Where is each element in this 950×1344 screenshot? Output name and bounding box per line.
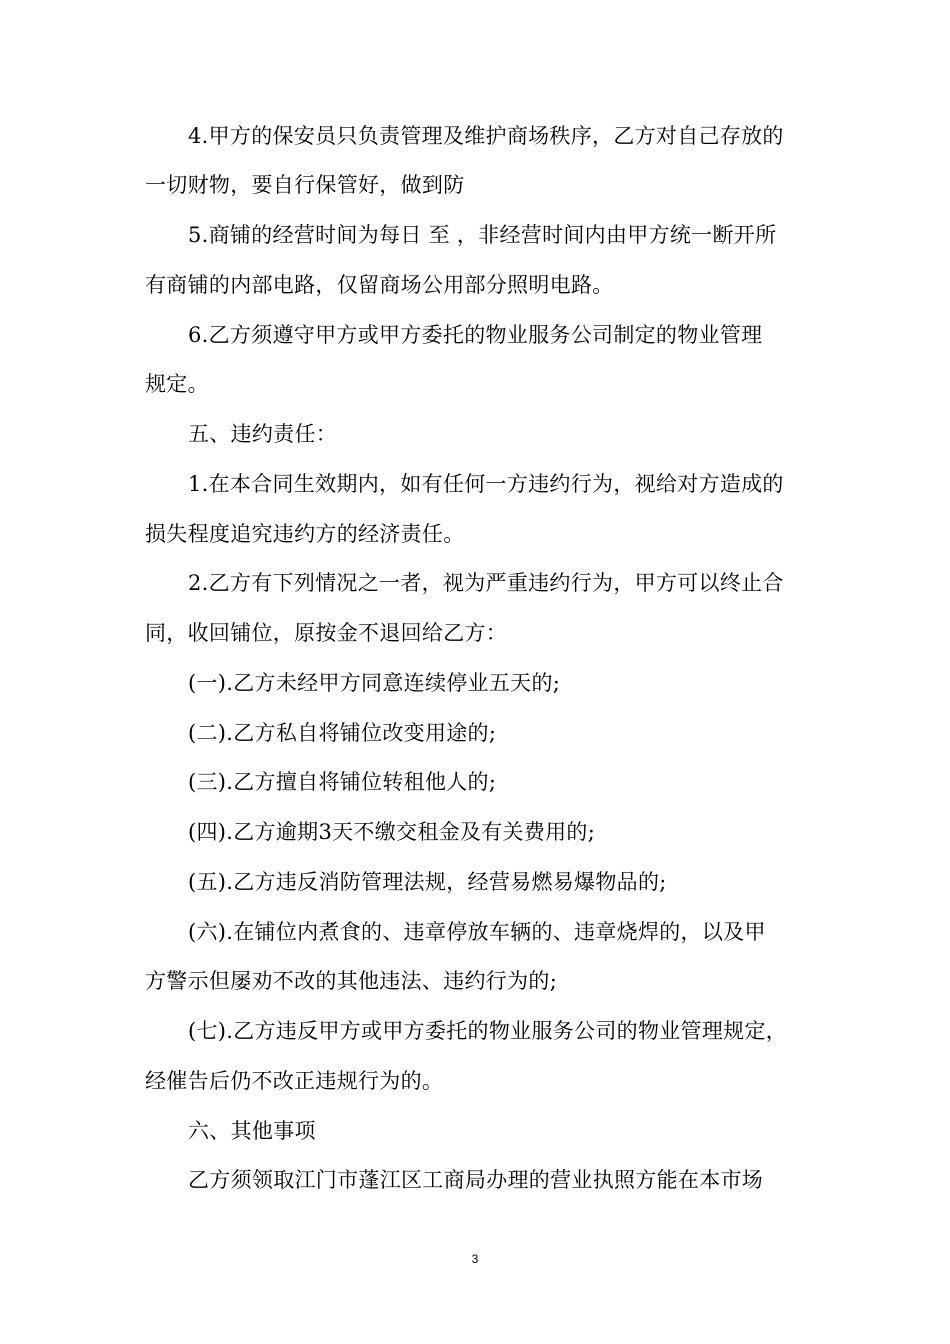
list-item: (一).乙方未经甲方同意连续停业五天的; bbox=[188, 671, 561, 695]
section-heading: 六、其他事项 bbox=[188, 1119, 316, 1143]
list-item: (二).乙方私自将铺位改变用途的; bbox=[188, 721, 497, 745]
text-line: 乙方须领取江门市蓬江区工商局办理的营业执照方能在本市场 bbox=[188, 1168, 764, 1192]
text-line: 2.乙方有下列情况之一者，视为严重违约行为，甲方可以终止合 bbox=[188, 571, 784, 595]
text-line: 经催告后仍不改正违规行为的。 bbox=[145, 1069, 444, 1093]
list-item: (四).乙方逾期3天不缴交租金及有关费用的; bbox=[188, 820, 596, 844]
list-item: (六).在铺位内煮食的、违章停放车辆的、违章烧焊的，以及甲 bbox=[188, 920, 766, 944]
text-line: 4.甲方的保安员只负责管理及维护商场秩序，乙方对自己存放的 bbox=[188, 124, 784, 148]
text-line: 一切财物，要自行保管好，做到防 bbox=[145, 173, 465, 197]
list-item: (三).乙方擅自将铺位转租他人的; bbox=[188, 770, 497, 794]
text-line: 6.乙方须遵守甲方或甲方委托的物业服务公司制定的物业管理 bbox=[188, 323, 763, 347]
list-item: (五).乙方违反消防管理法规，经营易燃易爆物品的; bbox=[188, 870, 667, 894]
section-heading: 五、违约责任： bbox=[188, 422, 338, 446]
text-line: 5.商铺的经营时间为每日 至 ，非经营时间内由甲方统一断开所 bbox=[188, 223, 777, 247]
list-item: (七).乙方违反甲方或甲方委托的物业服务公司的物业管理规定， bbox=[188, 1019, 788, 1043]
text-line: 损失程度追究违约方的经济责任。 bbox=[145, 522, 465, 546]
text-line: 1.在本合同生效期内，如有任何一方违约行为，视给对方造成的 bbox=[188, 472, 784, 496]
text-line: 同，收回铺位，原按金不退回给乙方： bbox=[145, 621, 508, 645]
text-line: 方警示但屡劝不改的其他违法、违约行为的; bbox=[145, 969, 558, 993]
text-line: 有商铺的内部电路，仅留商场公用部分照明电路。 bbox=[145, 273, 614, 297]
page-number: 3 bbox=[471, 1252, 479, 1266]
text-line: 规定。 bbox=[145, 372, 209, 396]
